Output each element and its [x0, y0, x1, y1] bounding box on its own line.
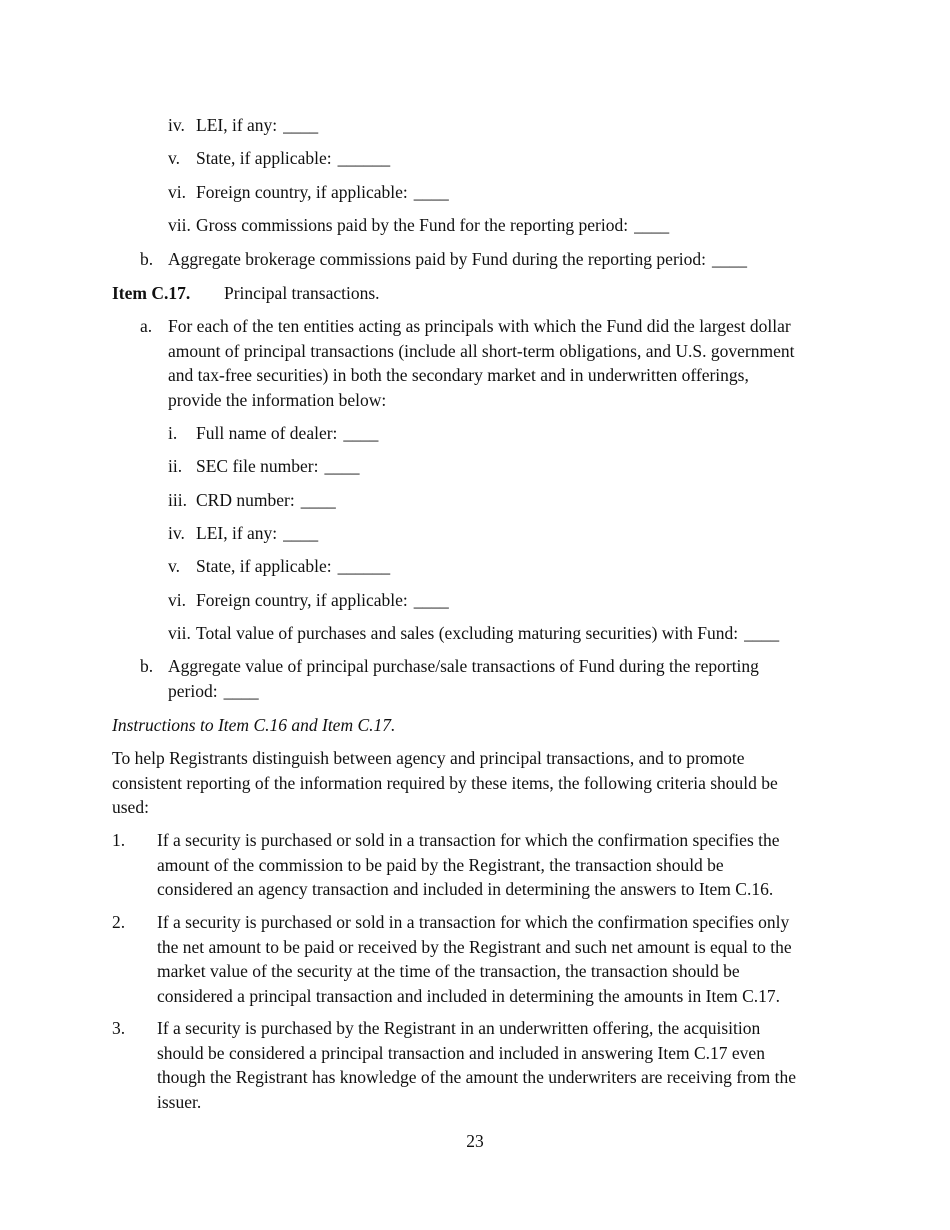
item-text: Gross commissions paid by the Fund for the reporting period: ____: [196, 215, 670, 235]
instructions-intro-line-2: consistent reporting of the information required by these items, the following criteria should be: [112, 772, 778, 793]
answer-blank: ____: [712, 249, 748, 269]
item-number: iv.: [168, 523, 185, 543]
answer-blank: ____: [223, 681, 259, 701]
item-number: iii.: [168, 490, 187, 510]
item-letter: b.: [140, 656, 154, 676]
item-number: ii.: [168, 456, 183, 476]
item-text: State, if applicable: ______: [196, 148, 391, 168]
instructions-intro-line-3: used:: [112, 797, 149, 817]
item-number: vi.: [168, 590, 186, 610]
c17-a-line-4: provide the information below:: [168, 389, 387, 410]
item-text: Foreign country, if applicable: ____: [196, 182, 449, 202]
criterion-2-line-2: the net amount to be paid or received by the Registrant and such net amount is equal to the: [157, 936, 792, 957]
criterion-3-line-1: If a security is purchased by the Registrant in an underwritten offering, the acquisition: [157, 1018, 761, 1038]
criterion-3-line-3: though the Registrant has knowledge of the amount the underwriters are receiving from the: [157, 1067, 797, 1087]
answer-blank: ____: [343, 423, 379, 443]
item-text: LEI, if any: ____: [196, 523, 319, 543]
item-number: vii.: [168, 623, 191, 643]
c17-a-line-3: and tax-free securities) in both the secondary market and in underwritten offerings,: [168, 365, 749, 385]
criterion-1-line-1: If a security is purchased or sold in a transaction for which the confirmation specifies the: [157, 830, 780, 850]
answer-blank: ____: [283, 115, 319, 135]
c17-a-line-1: For each of the ten entities acting as principals with which the Fund did the largest dollar: [168, 316, 791, 336]
criterion-1-line-3: considered an agency transaction and included in determining the answers to Item C.16.: [157, 879, 774, 899]
answer-blank: ____: [283, 523, 319, 543]
criterion-1-line-2: amount of the commission to be paid by the Registrant, the transaction should be: [157, 854, 724, 875]
item-number: vii.: [168, 215, 191, 235]
criterion-2-line-3: market value of the security at the time of the transaction, the transaction should be: [157, 961, 740, 981]
item-number: iv.: [168, 115, 185, 135]
item-text: Aggregate brokerage commissions paid by Fund during the reporting period: ____: [168, 249, 748, 269]
answer-blank: ____: [744, 623, 780, 643]
item-number: vi.: [168, 182, 186, 202]
item-number: v.: [168, 148, 180, 168]
answer-blank: ______: [337, 148, 391, 168]
answer-blank: ____: [324, 456, 360, 476]
answer-blank: ____: [300, 490, 336, 510]
item-number: i.: [168, 423, 178, 443]
criterion-3-line-2: should be considered a principal transaction and included in answering Item C.17 even: [157, 1042, 765, 1063]
item-title: Principal transactions.: [224, 283, 380, 303]
item-text: LEI, if any: ____: [196, 115, 319, 135]
instructions-title: Instructions to Item C.16 and Item C.17.: [112, 715, 396, 735]
c17-b-line-2: period: ____: [168, 681, 259, 701]
instructions-intro-line-1: To help Registrants distinguish between agency and principal transactions, and to promote: [112, 748, 745, 768]
item-text: Total value of purchases and sales (excluding maturing securities) with Fund: ____: [196, 623, 780, 643]
criterion-number: 2.: [112, 912, 126, 932]
criterion-2-line-4: considered a principal transaction and included in determining the amounts in Item C.17.: [157, 985, 781, 1006]
answer-blank: ____: [413, 182, 449, 202]
item-text: SEC file number: ____: [196, 456, 360, 476]
answer-blank: ____: [413, 590, 449, 610]
item-letter: a.: [140, 316, 153, 336]
item-number: v.: [168, 556, 180, 576]
criterion-3-line-4: issuer.: [157, 1091, 202, 1112]
item-text: CRD number: ____: [196, 490, 336, 510]
item-letter: b.: [140, 249, 154, 269]
item-label: Item C.17.: [112, 283, 191, 303]
page-number: 23: [466, 1131, 484, 1151]
item-text: Aggregate value of principal purchase/sale transactions of Fund during the reporting: [168, 656, 759, 676]
criterion-number: 1.: [112, 830, 126, 850]
c17-a-line-2: amount of principal transactions (include all short-term obligations, and U.S. government: [168, 340, 795, 361]
item-text: Full name of dealer: ____: [196, 423, 379, 443]
answer-blank: ______: [337, 556, 391, 576]
item-text: Foreign country, if applicable: ____: [196, 590, 449, 610]
item-text: State, if applicable: ______: [196, 556, 391, 576]
answer-blank: ____: [634, 215, 670, 235]
criterion-number: 3.: [112, 1018, 126, 1038]
criterion-2-line-1: If a security is purchased or sold in a transaction for which the confirmation specifies only: [157, 912, 790, 932]
